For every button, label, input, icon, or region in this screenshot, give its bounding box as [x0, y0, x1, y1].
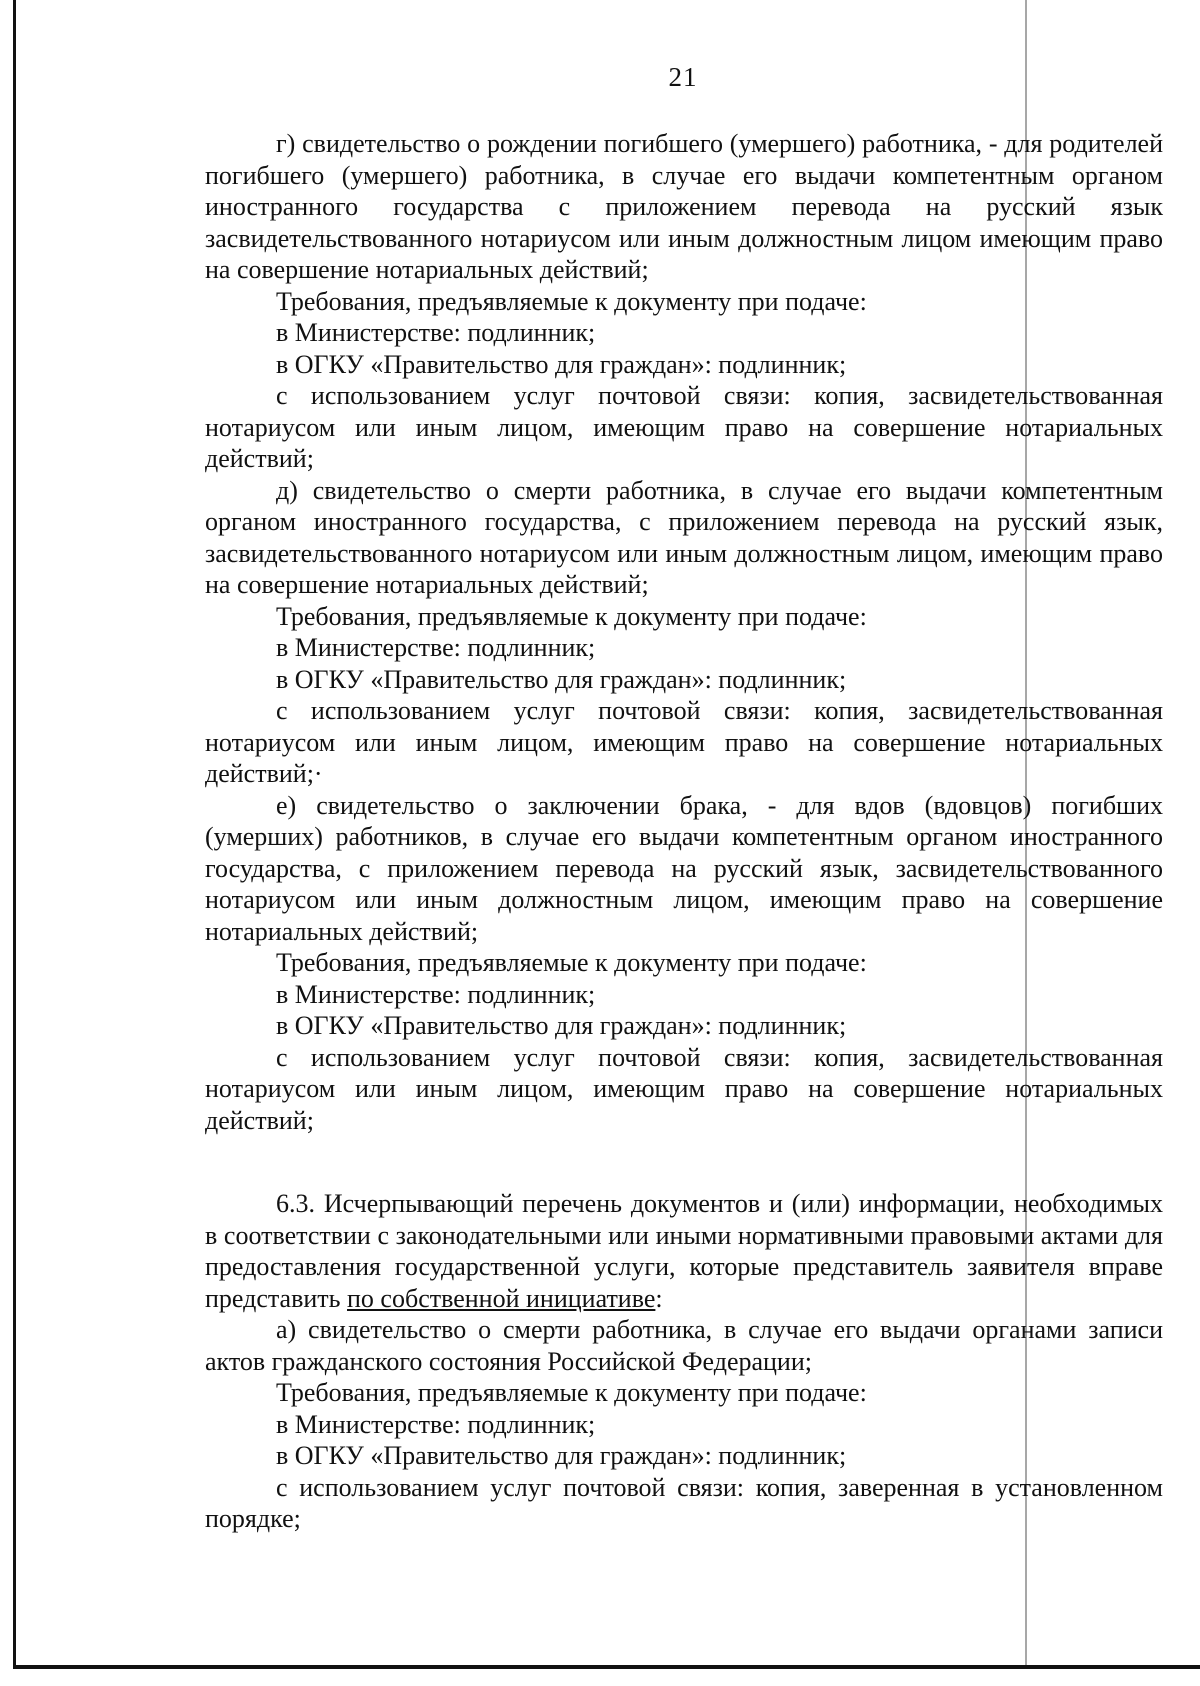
requirement-ogku: в ОГКУ «Правительство для граждан»: подлинник; [276, 1441, 847, 1470]
requirement-ogku: в ОГКУ «Правительство для граждан»: подлинник; [276, 1011, 847, 1040]
item-d: д) свидетельство о смерти работника, в случае его выдачи компетентным органом иностранного государства, с приложением перевода на русский язык, засвидетельствованного нотариусом или иным должностным лицом, имеющим право на совершение нотариальных действий; [205, 475, 1163, 599]
section-6-3-intro [205, 1188, 1163, 1314]
section-6-3-intro-text: 6.3. Исчерпывающий перечень документов и (или) информации, необходимых в соответствии с законодательными или иными нормативными правовыми актами для предоставления государственной услуги, которые представитель заявителя вправе представить [205, 1189, 1163, 1313]
document-body [205, 128, 1163, 1535]
requirement-ministry: в Министерстве: подлинник; [276, 318, 596, 347]
requirement-ministry: в Министерстве: подлинник; [276, 633, 596, 662]
section-spacer [205, 1136, 1163, 1188]
requirements-heading: Требования, предъявляемые к документу при подаче: [276, 1378, 867, 1407]
requirement-ministry: в Министерстве: подлинник; [276, 979, 596, 1009]
requirement-post: с использованием услуг почтовой связи: копия, засвидетельствованная нотариусом или иным лицом, имеющим право на совершение нотариальных действий; [205, 381, 1163, 473]
requirement-ministry: в Министерстве: подлинник; [276, 1409, 596, 1439]
item-g: г) свидетельство о рождении погибшего (умершего) работника, - для родителей погибшего (умершего) работника, в случае его выдачи компетентным органом иностранного государства с приложением перевода на русский язык засвидетельствованного нотариусом или иным должностным лицом имеющим право на совершение нотариальных действий; [205, 129, 1163, 284]
requirement-ogku: в ОГКУ «Правительство для граждан»: подлинник; [276, 664, 847, 694]
item-e: е) свидетельство о заключении брака, - для вдов (вдовцов) погибших (умерших) работников, в случае его выдачи компетентным органом иностранного государства, с приложением перевода на русский язык, засвидетельствованного нотариусом или иным должностным лицом, имеющим право на совершение нотариальных действий; [205, 790, 1163, 946]
requirement-post: с использованием услуг почтовой связи: копия, засвидетельствованная нотариусом или иным лицом, имеющим право на совершение нотариальных действий;· [205, 696, 1163, 788]
own-initiative-phrase: по собственной инициативе [347, 1283, 656, 1313]
requirements-heading: Требования, предъявляемые к документу при подаче: [276, 948, 867, 977]
item-a: а) свидетельство о смерти работника, в случае его выдачи органами записи актов гражданского состояния Российской Федерации; [205, 1315, 1163, 1376]
requirement-ogku: в ОГКУ «Правительство для граждан»: подлинник; [276, 349, 847, 379]
requirement-post: с использованием услуг почтовой связи: копия, заверенная в установленном порядке; [205, 1472, 1163, 1533]
scan-border-left [13, 0, 16, 1668]
section-6-3-intro-end: : [655, 1283, 663, 1313]
requirement-post: с использованием услуг почтовой связи: копия, засвидетельствованная нотариусом или иным лицом, имеющим право на совершение нотариальных действий; [205, 1042, 1163, 1135]
page-number: 21 [668, 62, 698, 92]
requirements-heading: Требования, предъявляемые к документу при подаче: [276, 286, 867, 316]
requirements-heading: Требования, предъявляемые к документу при подаче: [276, 601, 867, 631]
scan-border-bottom [13, 1665, 1200, 1669]
